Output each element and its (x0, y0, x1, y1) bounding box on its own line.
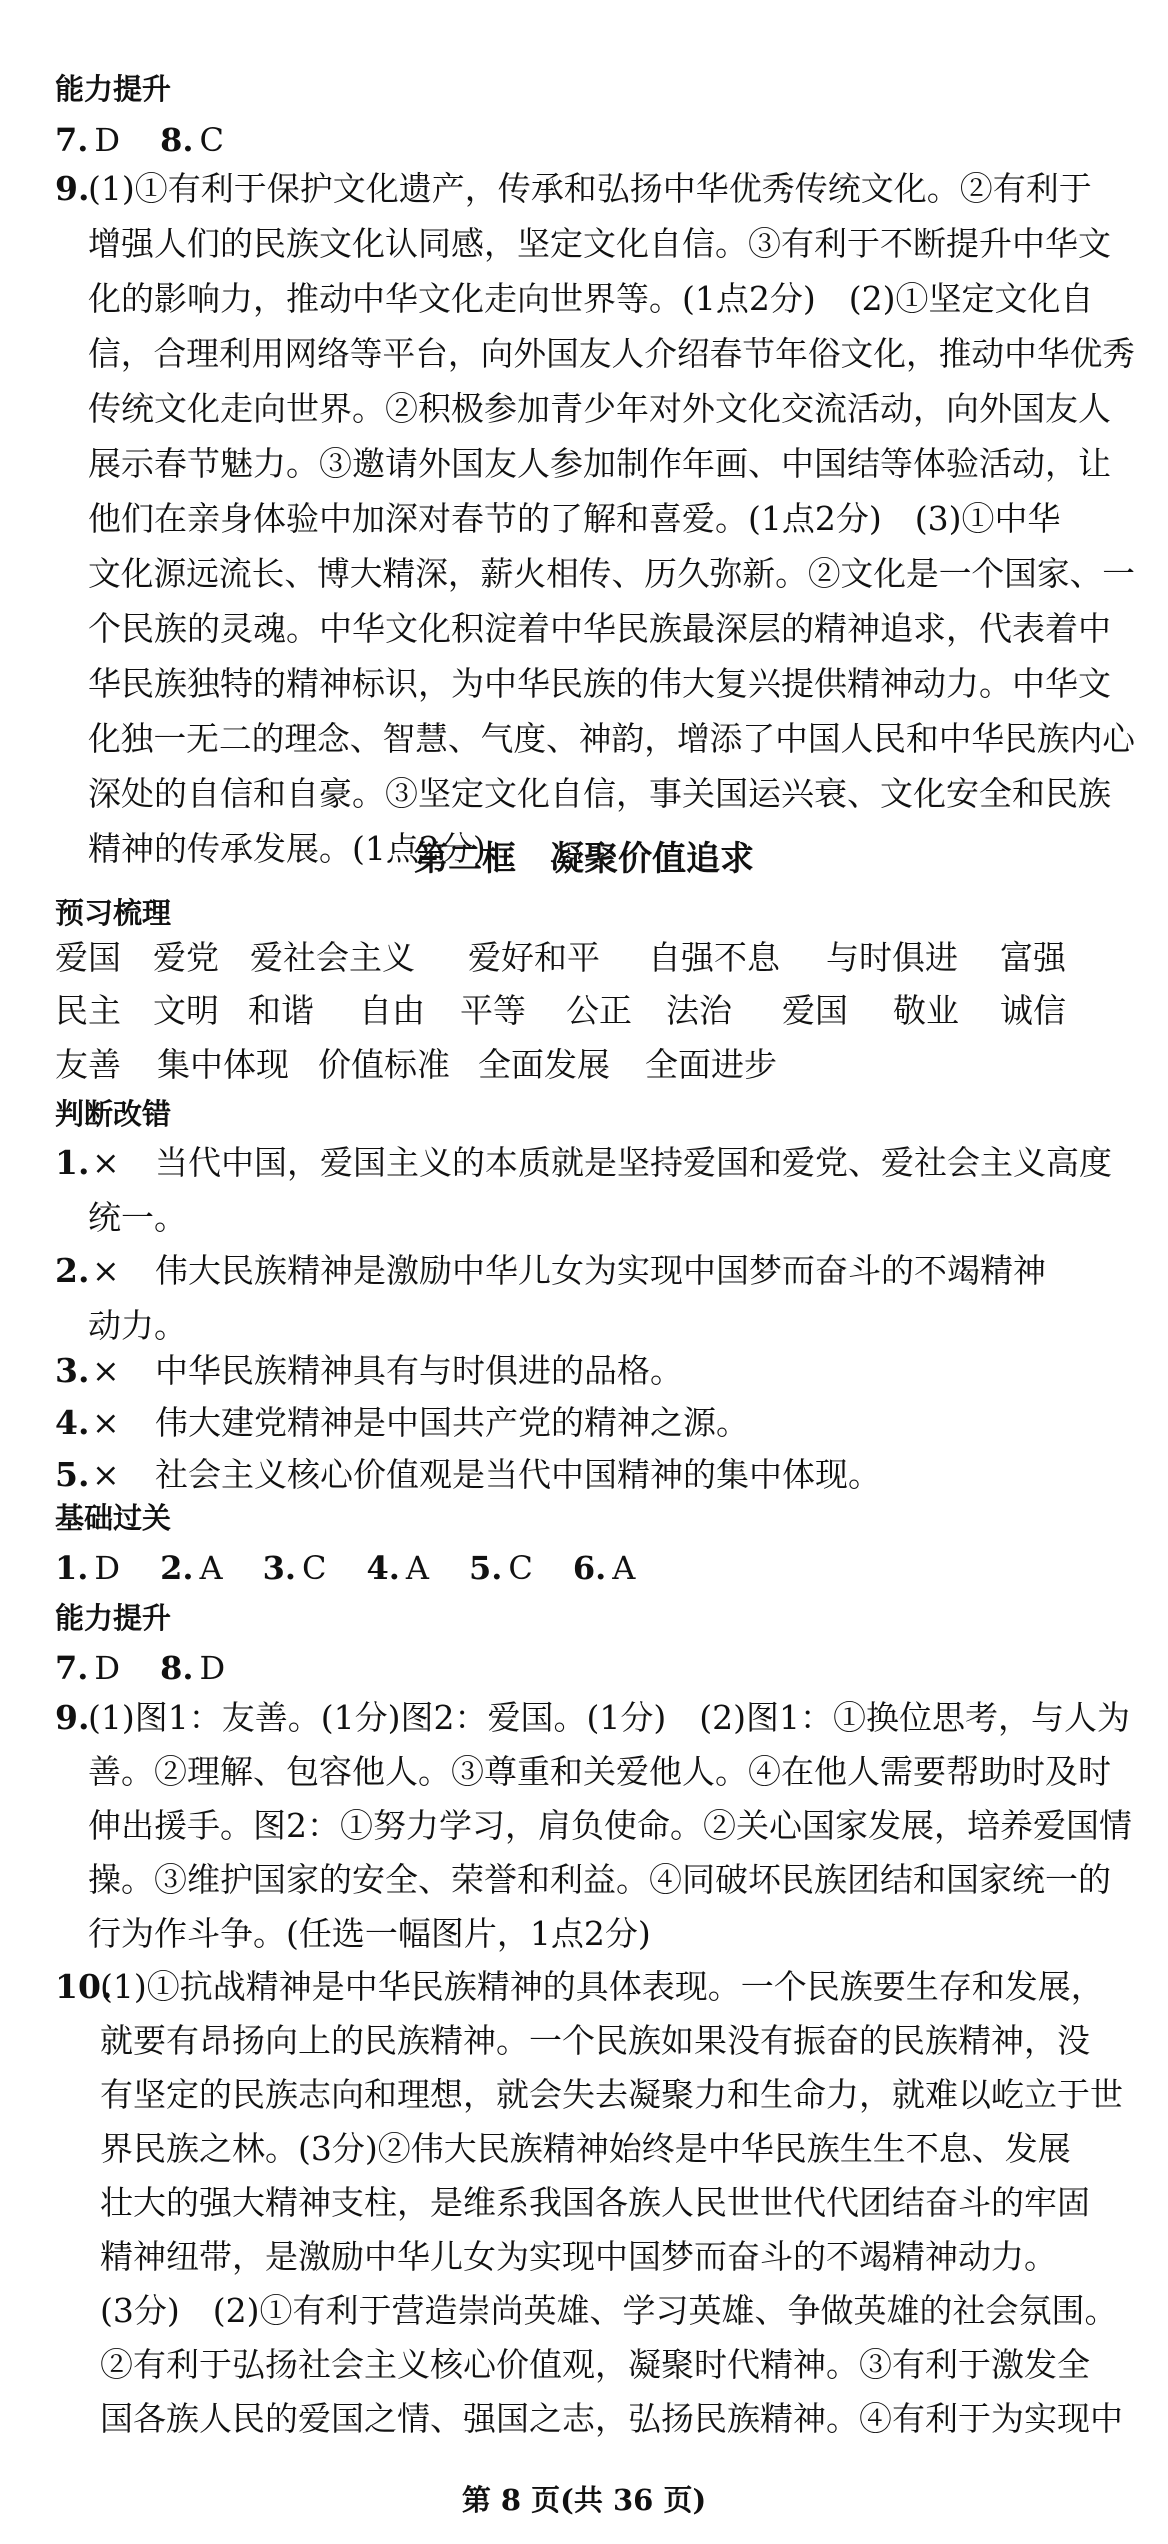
judge-line: 中华民族精神具有与时俱进的品格。 (155, 1351, 683, 1390)
q9b-line: 行为作斗争。(任选一幅图片，1点2分) (88, 1914, 651, 1953)
answers-7-8-second (0, 1648, 1168, 1688)
heading-basic: 基础过关 (55, 1501, 172, 1535)
keyword-cell: 民主 (55, 991, 121, 1030)
judge-number: 1. (55, 1143, 90, 1182)
keyword-cell: 文明 (153, 991, 219, 1030)
answer-letter: C (199, 121, 224, 159)
keyword-cell: 价值标准 (318, 1045, 450, 1084)
answer-letter: D (94, 1649, 121, 1687)
q9-line: 华民族独特的精神标识，为中华民族的伟大复兴提供精神动力。中华文 (88, 664, 1111, 703)
answers-7-8 (0, 120, 1168, 160)
q9-line: 增强人们的民族文化认同感，坚定文化自信。③有利于不断提升中华文 (88, 224, 1111, 263)
answer-letter: A (199, 1549, 223, 1587)
answer-letter: C (508, 1549, 533, 1587)
q9-line: 深处的自信和自豪。③坚定文化自信，事关国运兴衰、文化安全和民族 (88, 774, 1111, 813)
keyword-cell: 全面进步 (645, 1045, 777, 1084)
judge-mark: × (92, 1251, 120, 1290)
section-title: 第二框 凝聚价值追求 (414, 839, 754, 879)
judge-number: 2. (55, 1251, 90, 1290)
keyword-cell: 自强不息 (648, 938, 780, 977)
q10-line: 壮大的强大精神支柱，是维系我国各族人民世世代代团结奋斗的牢固 (100, 2183, 1090, 2222)
keyword-cell: 和谐 (248, 991, 314, 1030)
keyword-cell: 爱社会主义 (250, 938, 415, 977)
judge-line: 统一。 (88, 1198, 187, 1237)
q9-line: 化独一无二的理念、智慧、气度、神韵，增添了中国人民和中华民族内心 (88, 719, 1136, 758)
answer-letter: D (199, 1649, 226, 1687)
answer-item (366, 1548, 429, 1588)
question-number: 2. (160, 1549, 194, 1587)
judge-line: 伟大民族精神是激励中华儿女为实现中国梦而奋斗的不竭精神 (155, 1251, 1046, 1290)
q10-line: (3分) (2)①有利于营造崇尚英雄、学习英雄、争做英雄的社会氛围。 (100, 2291, 1118, 2330)
keyword-cell: 法治 (666, 991, 732, 1030)
question-number: 5. (468, 1549, 503, 1587)
q10-line: 就要有昂扬向上的民族精神。一个民族如果没有振奋的民族精神，没 (100, 2021, 1090, 2060)
keyword-cell: 集中体现 (157, 1045, 289, 1084)
keyword-cell: 诚信 (1000, 991, 1066, 1030)
q9-line: 他们在亲身体验中加深对春节的了解和喜爱。(1点2分) (3)①中华 (88, 499, 1061, 538)
judge-number: 4. (55, 1403, 90, 1442)
heading-ability: 能力提升 (55, 72, 172, 106)
answer-item (55, 120, 120, 160)
question-number: 1. (55, 1549, 89, 1587)
answer-item (160, 1648, 225, 1688)
judge-line: 社会主义核心价值观是当代中国精神的集中体现。 (155, 1455, 881, 1494)
q9b-number: 9. (55, 1698, 90, 1737)
answer-letter: D (94, 1549, 121, 1587)
keyword-cell: 爱好和平 (468, 938, 600, 977)
question-number: 4. (366, 1549, 400, 1587)
q9-number: 9. (55, 169, 90, 208)
answer-item (573, 1548, 636, 1588)
keyword-cell: 敬业 (893, 991, 959, 1030)
q9-line: 展示春节魅力。③邀请外国友人参加制作年画、中国结等体验活动，让 (88, 444, 1111, 483)
answers-basic (0, 1548, 1168, 1588)
q9-line: 个民族的灵魂。中华文化积淀着中华民族最深层的精神追求，代表着中 (88, 609, 1111, 648)
question-number: 8. (160, 1649, 194, 1687)
judge-mark: × (92, 1403, 120, 1442)
keyword-cell: 爱国 (55, 938, 121, 977)
keyword-cell: 友善 (55, 1045, 121, 1084)
q9-line: 信，合理利用网络等平台，向外国友人介绍春节年俗文化，推动中华优秀 (88, 334, 1136, 373)
judge-line: 动力。 (88, 1306, 187, 1345)
answer-letter: C (301, 1549, 327, 1587)
judge-mark: × (92, 1455, 120, 1494)
question-number: 6. (572, 1549, 607, 1587)
q10-number: 10. (55, 1967, 113, 2006)
q9b-line: 操。③维护国家的安全、荣誉和利益。④同破坏民族团结和国家统一的 (88, 1860, 1111, 1899)
judge-line: 伟大建党精神是中国共产党的精神之源。 (155, 1403, 749, 1442)
judge-line: 当代中国，爱国主义的本质就是坚持爱国和爱党、爱社会主义高度 (155, 1143, 1112, 1182)
question-number: 3. (262, 1549, 296, 1587)
question-number: 8. (160, 121, 194, 159)
judge-mark: × (92, 1351, 120, 1390)
heading-ability-2: 能力提升 (55, 1601, 172, 1635)
q9-line: 文化源远流长、博大精深，薪火相传、历久弥新。②文化是一个国家、一 (88, 554, 1136, 593)
q10-line: (1)①抗战精神是中华民族精神的具体表现。一个民族要生存和发展， (100, 1967, 1104, 2006)
answer-item (160, 1548, 223, 1588)
judge-mark: × (92, 1143, 120, 1182)
q9b-line: (1)图1：友善。(1分)图2：爱国。(1分) (2)图1：①换位思考，与人为 (88, 1698, 1130, 1737)
judge-number: 5. (55, 1455, 90, 1494)
q9-line: 化的影响力，推动中华文化走向世界等。(1点2分) (2)①坚定文化自 (88, 279, 1094, 318)
answer-item (55, 1548, 120, 1588)
q10-line: 国各族人民的爱国之情、强国之志，弘扬民族精神。④有利于为实现中 (100, 2399, 1123, 2438)
q10-line: 界民族之林。(3分)②伟大民族精神始终是中华民族生生不息、发展 (100, 2129, 1071, 2168)
keyword-cell: 平等 (460, 991, 526, 1030)
answer-letter: A (612, 1549, 636, 1587)
keyword-cell: 富强 (1000, 938, 1066, 977)
keyword-cell: 自由 (359, 991, 425, 1030)
judge-number: 3. (55, 1351, 90, 1390)
q10-line: ②有利于弘扬社会主义核心价值观，凝聚时代精神。③有利于激发全 (100, 2345, 1090, 2384)
heading-preview: 预习梳理 (55, 896, 172, 930)
keyword-cell: 爱国 (782, 991, 848, 1030)
answer-letter: A (405, 1549, 429, 1587)
page-footer: 第 8 页(共 36 页) (461, 2483, 707, 2517)
answer-item (160, 120, 224, 160)
answer-item (469, 1548, 533, 1588)
answer-item (55, 1648, 120, 1688)
keyword-cell: 全面发展 (478, 1045, 610, 1084)
keyword-cell: 爱党 (153, 938, 219, 977)
question-number: 7. (55, 1649, 89, 1687)
q9-line: 精神的传承发展。(1点2分) (88, 829, 486, 868)
q9b-line: 善。②理解、包容他人。③尊重和关爱他人。④在他人需要帮助时及时 (88, 1752, 1111, 1791)
q9-line: (1)①有利于保护文化遗产，传承和弘扬中华优秀传统文化。②有利于 (88, 169, 1092, 208)
q10-line: 有坚定的民族志向和理想，就会失去凝聚力和生命力，就难以屹立于世 (100, 2075, 1123, 2114)
keyword-cell: 与时俱进 (826, 938, 958, 977)
heading-judge: 判断改错 (55, 1097, 172, 1131)
question-number: 7. (55, 121, 89, 159)
answer-letter: D (94, 121, 121, 159)
q9b-line: 伸出援手。图2：①努力学习，肩负使命。②关心国家发展，培养爱国情 (88, 1806, 1132, 1845)
keyword-cell: 公正 (566, 991, 632, 1030)
q9-line: 传统文化走向世界。②积极参加青少年对外文化交流活动，向外国友人 (88, 389, 1111, 428)
answer-item (263, 1548, 327, 1588)
q10-line: 精神纽带，是激励中华儿女为实现中国梦而奋斗的不竭精神动力。 (100, 2237, 1057, 2276)
